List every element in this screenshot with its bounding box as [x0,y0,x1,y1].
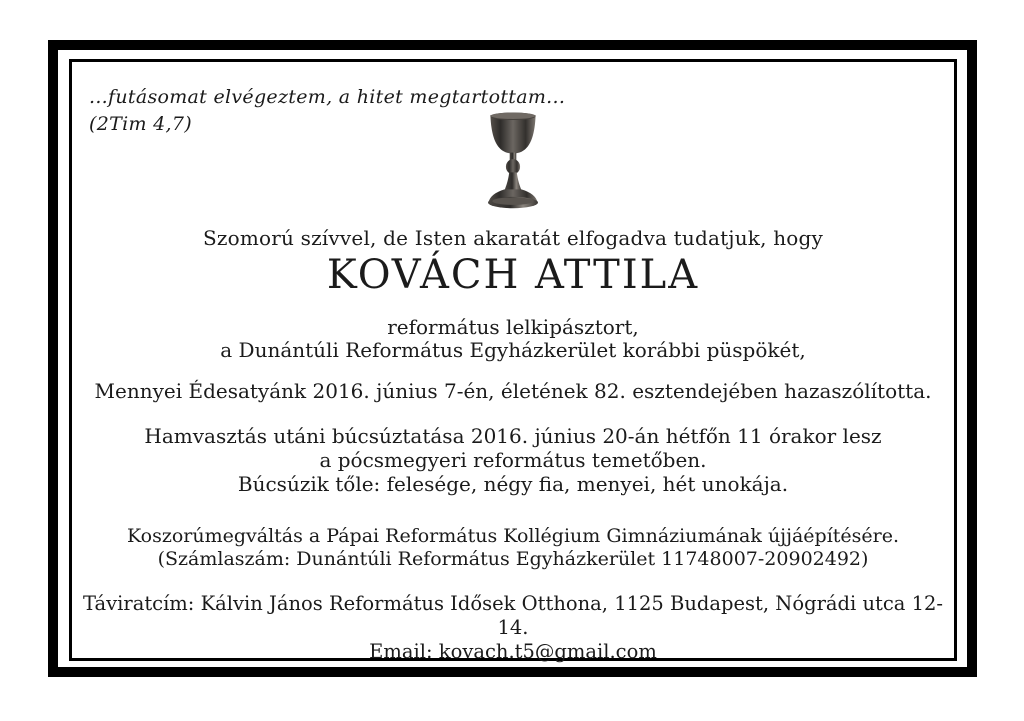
death-announcement-line: Mennyei Édesatyánk 2016. június 7-én, életének 82. esztendejében hazaszólította. [94,379,932,403]
scripture-quote-line2: (2Tim 4,7) [89,113,192,135]
scripture-quote-line1: ...futásomat elvégeztem, a hitet megtartottam... [89,86,566,108]
funeral-line2: a pócsmegyeri református temetőben. [319,448,707,472]
inner-border-frame [69,59,957,661]
wreath-line1: Koszorúmegváltás a Pápai Református Kollégium Gimnáziumának újjáépítésére. [126,525,900,547]
contact-info [72,592,954,664]
funeral-line1: Hamvasztás utáni búcsúztatása 2016. június 20-án hétfőn 11 órakor lesz [144,424,882,448]
wreath-donation-note [72,525,954,571]
telegram-address-line: Táviratcím: Kálvin János Református Idősek Otthona, 1125 Budapest, Nógrádi utca 12-14. [83,592,943,639]
announcement-line: Szomorú szívvel, de Isten akaratát elfogadva tudatjuk, hogy [202,226,824,250]
mourners-line: Búcsúzik tőle: felesége, négy fia, menyei, hét unokája. [237,472,789,496]
funeral-details [72,424,954,496]
chalice-icon [480,110,546,214]
deceased-title-line2: a Dunántúli Református Egyházkerület korábbi püspökét, [220,338,806,362]
deceased-titles [72,316,954,362]
bank-account-line: (Számlaszám: Dunántúli Református Egyházkerület 11748007-20902492) [157,548,869,570]
deceased-name: KOVÁCH ATTILA [326,252,700,298]
email-line: Email: kovach.t5@gmail.com [369,640,657,663]
deceased-title-line1: református lelkipásztort, [387,315,639,339]
obituary-content [72,62,954,663]
outer-border-frame [48,40,977,677]
